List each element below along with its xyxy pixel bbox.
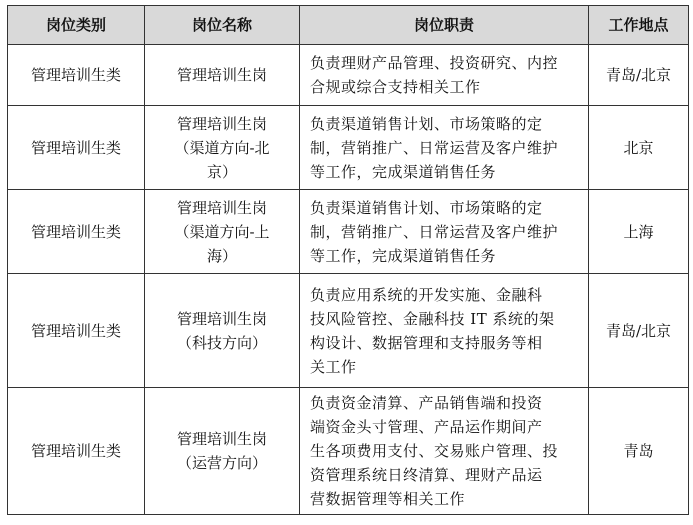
duty-line: 负责渠道销售计划、市场策略的定 <box>310 114 543 133</box>
header-category: 岗位类别 <box>8 6 145 45</box>
duty-line: 构设计、数据管理和支持服务等相 <box>310 333 543 352</box>
table-row <box>8 388 689 515</box>
duty-line: 负责资金清算、产品销售端和投资 <box>310 394 543 412</box>
name-line: 海） <box>206 246 237 265</box>
duty-cell <box>300 106 589 190</box>
name-cell <box>145 274 300 388</box>
name-line: （渠道方向-上 <box>174 222 270 241</box>
name-line: （渠道方向-北 <box>174 138 270 157</box>
location-cell: 北京 <box>589 106 689 190</box>
duty-line: 资管理系统日终清算、理财产品运 <box>310 466 543 484</box>
duty-cell <box>300 388 589 515</box>
location-cell: 上海 <box>589 190 689 274</box>
duty-cell <box>300 274 589 388</box>
header-duty: 岗位职责 <box>300 6 589 45</box>
name-line: 管理培训生岗 <box>176 430 267 448</box>
name-line: （科技方向） <box>176 333 267 352</box>
location-cell: 青岛 <box>589 388 689 515</box>
duty-line: 生各项费用支付、交易账户管理、投 <box>310 442 559 460</box>
table-row <box>8 106 689 190</box>
location-cell: 青岛/北京 <box>589 274 689 388</box>
name-cell <box>145 45 300 106</box>
name-line: 管理培训生岗 <box>176 198 267 217</box>
duty-cell <box>300 45 589 106</box>
header-name: 岗位名称 <box>145 6 300 45</box>
name-line: 管理培训生岗 <box>176 66 267 84</box>
duty-line: 关工作 <box>310 357 357 376</box>
duty-line: 等工作，完成渠道销售任务 <box>310 246 497 265</box>
duty-line: 技风险管控、金融科技 IT 系统的架 <box>310 309 555 328</box>
name-line: （运营方向） <box>176 454 267 472</box>
name-cell <box>145 106 300 190</box>
table-row <box>8 190 689 274</box>
duty-line: 端资金头寸管理、产品运作期间产 <box>310 418 543 436</box>
table-row <box>8 45 689 106</box>
category-cell: 管理培训生类 <box>8 106 145 190</box>
duty-line: 负责应用系统的开发实施、金融科 <box>310 285 543 304</box>
location-cell: 青岛/北京 <box>589 45 689 106</box>
category-cell: 管理培训生类 <box>8 45 145 106</box>
name-line: 管理培训生岗 <box>176 309 267 328</box>
header-row <box>8 6 689 45</box>
category-cell: 管理培训生类 <box>8 388 145 515</box>
category-cell: 管理培训生类 <box>8 190 145 274</box>
duty-cell <box>300 190 589 274</box>
duty-line: 合规或综合支持相关工作 <box>310 78 481 96</box>
name-line: 管理培训生岗 <box>176 114 267 133</box>
duty-line: 等工作，完成渠道销售任务 <box>310 162 497 181</box>
name-cell <box>145 190 300 274</box>
duty-line: 负责理财产品管理、投资研究、内控 <box>310 54 559 72</box>
duty-line: 制，营销推广、日常运营及客户维护 <box>310 222 559 241</box>
duty-line: 负责渠道销售计划、市场策略的定 <box>310 198 543 217</box>
category-cell: 管理培训生类 <box>8 274 145 388</box>
header-location: 工作地点 <box>589 6 689 45</box>
positions-table <box>7 5 689 515</box>
duty-line: 营数据管理等相关工作 <box>310 490 466 508</box>
name-line: 京） <box>206 162 237 181</box>
name-cell <box>145 388 300 515</box>
table-row <box>8 274 689 388</box>
duty-line: 制，营销推广、日常运营及客户维护 <box>310 138 559 157</box>
